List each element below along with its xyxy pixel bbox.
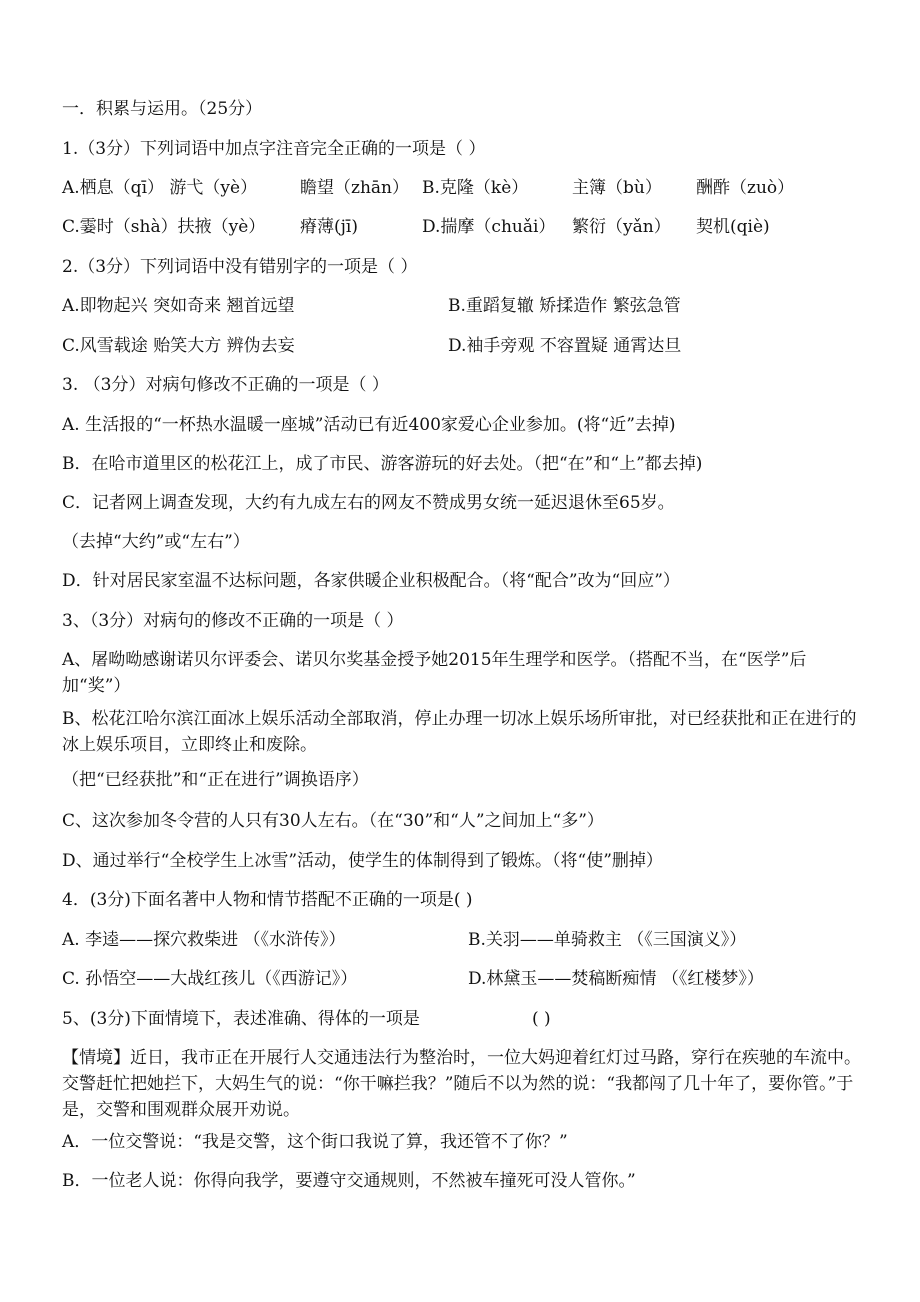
q4-stem: 4．(3分)下面名著中人物和情节搭配不正确的一项是( ) [62,890,473,910]
q3b-option-c: C、这次参加冬令营的人只有30人左右。（在“30”和“人”之间加上“多”） [62,811,604,831]
q3a-option-b: B．在哈市道里区的松花江上，成了市民、游客游玩的好去处。（把“在”和“上”都去掉) [62,454,703,474]
q1-option-c-part2: 瘠薄(jī) [300,217,358,237]
q1-option-d-part3: 契机(qiè) [696,217,770,237]
q5-context: 【情境】近日，我市正在开展行人交通违法行为整治时，一位大妈迎着红灯过马路，穿行在疾驰的车流中。交警赶忙把她拦下，大妈生气的说：“你干嘛拦我？”随后不以为然的说：“我都闯了几十年了，要你管。”于是，交警和围观群众展开劝说。 [62,1048,861,1120]
q4-option-b: B.关羽——单骑救主 （《三国演义》） [468,930,747,950]
q4-options-row-1 [62,929,862,951]
q1-option-a-part1: A.栖息（qī） 游弋（yè） [62,178,258,198]
q1-option-b-part3: 酬酢（zuò） [696,178,795,198]
q5-stem-row [62,1008,862,1030]
q1-option-a-part2: 瞻望（zhān） [300,178,409,198]
q1-option-b-part2: 主簿（bù） [572,178,662,198]
q1-option-d-part1: D.揣摩（chuǎi） [422,217,556,237]
q3a-option-a: A. 生活报的“一杯热水温暖一座城”活动已有近400家爱心企业参加。(将“近”去掉) [62,415,676,435]
q3b-option-d: D、通过举行“全校学生上冰雪”活动，使学生的体制得到了锻炼。（将“使”删掉） [62,851,663,871]
q2-stem: 2.（3分）下列词语中没有错别字的一项是（ ） [62,257,418,277]
q4-option-a: A. 李逵——探穴救柴进 （《水浒传》） [62,930,346,950]
q3b-stem: 3、（3分）对病句的修改不正确的一项是（ ） [62,611,404,631]
q1-options-row-1 [62,177,862,199]
q2-option-c: C.风雪载途 贻笑大方 辨伪去妄 [62,336,295,356]
q2-option-b: B.重蹈复辙 矫揉造作 繁弦急管 [448,296,681,316]
q4-options-row-2 [62,968,862,990]
q1-stem: 1.（3分）下列词语中加点字注音完全正确的一项是（ ） [62,139,486,159]
q5-stem: 5、(3分)下面情境下，表述准确、得体的一项是 [62,1009,420,1029]
section-title: 一．积累与运用。（25分） [62,99,263,119]
q5-option-a: A．一位交警说：“我是交警，这个街口我说了算，我还管不了你？” [62,1132,568,1152]
q1-option-b-part1: B.克隆（kè） [422,178,529,198]
q3a-option-d: D．针对居民家室温不达标问题，各家供暖企业积极配合。（将“配合”改为“回应”） [62,571,680,591]
q2-option-a: A.即物起兴 突如奇来 翘首远望 [62,296,295,316]
q5-option-b: B．一位老人说：你得向我学，要遵守交通规则，不然被车撞死可没人管你。” [62,1171,636,1191]
q3b-option-b: B、松花江哈尔滨江面冰上娱乐活动全部取消，停止办理一切冰上娱乐场所审批，对已经获批和正在进行的冰上娱乐项目，立即终止和废除。 [62,709,857,755]
q4-option-c: C. 孙悟空——大战红孩儿（《西游记》） [62,969,358,989]
q1-option-d-part2: 繁衍（yǎn） [572,217,671,237]
q1-option-c-part1: C.霎时（shà）扶掖（yè） [62,217,266,237]
q2-options-row-1 [62,295,862,317]
q3a-option-c: C．记者网上调查发现，大约有九成左右的网友不赞成男女统一延迟退休至65岁。 [62,493,675,513]
q5-answer-paren: ( ) [532,1009,551,1029]
q3a-option-c-note: （去掉“大约”或“左右”） [62,532,250,552]
q4-option-d: D.林黛玉——焚稿断痴情 （《红楼梦》） [468,969,764,989]
q1-options-row-2 [62,216,862,238]
q3b-option-b-note: （把“已经获批”和“正在进行”调换语序） [62,770,369,790]
q2-options-row-2 [62,335,862,357]
q2-option-d: D.袖手旁观 不容置疑 通霄达旦 [448,336,682,356]
q3a-stem: 3. （3分）对病句修改不正确的一项是（ ） [62,375,389,395]
q3b-option-a: A、屠呦呦感谢诺贝尔评委会、诺贝尔奖基金授予她2015年生理学和医学。（搭配不当，在“医学”后加“奖”） [62,650,807,696]
